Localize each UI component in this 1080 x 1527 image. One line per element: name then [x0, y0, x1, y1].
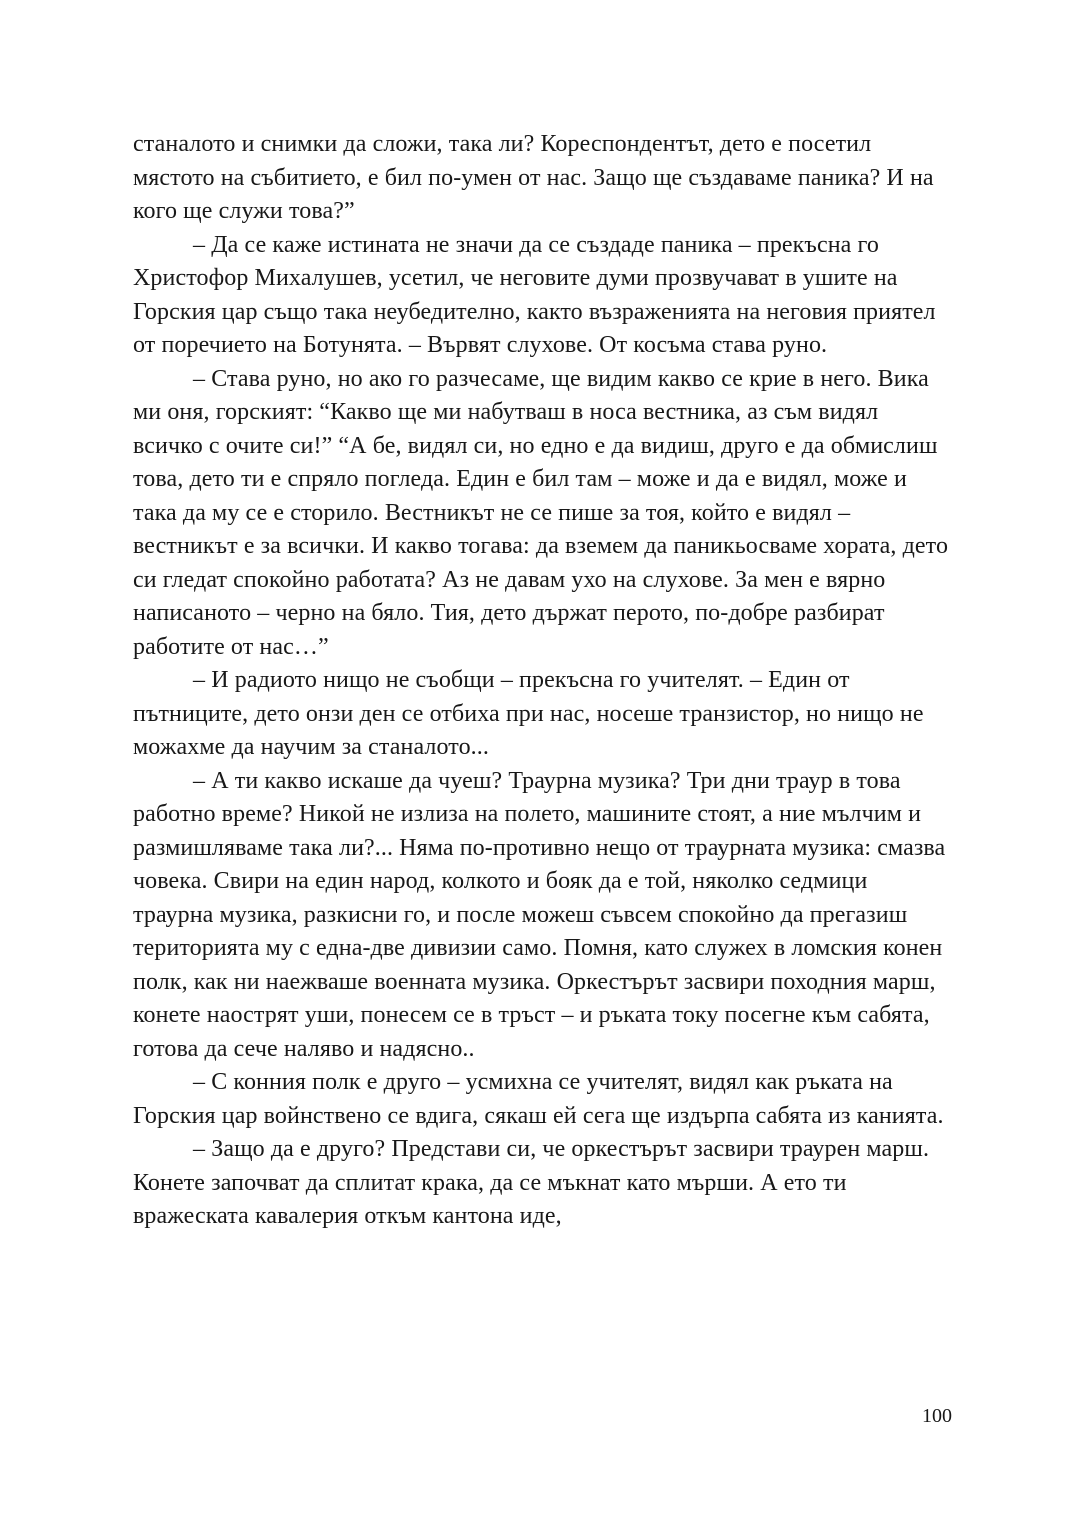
paragraph-dialogue: – Става руно, но ако го разчесаме, ще видим какво се крие в него. Вика ми оня, горският: “Какво ще ми набутваш в носа вестника, аз съм видял всичко с очите си!” “А бе, видял си, но едно е да видиш, друго е да обмислиш това, дето ти е спряло погледа. Един е бил там – може и да е видял, може и така да му се е сторило. Вестникът не се пише за тоя, който е видял – вестникът е за всички. И какво тогава: да вземем да паникьосваме хората, дето си гледат спокойно работата? Аз не давам ухо на слухове. За мен е вярно написаното – черно на бяло. Тия, дето държат перото, по-добре разбират работите от нас…” — [133, 365, 949, 660]
paragraph-dialogue: – С конния полк е друго – усмихна се учителят, видял как ръката на Горския цар войнствено се вдига, сякаш ей сега ще издърпа сабята из канията. — [133, 1069, 944, 1129]
page-text-block — [133, 128, 953, 1234]
paragraph-dialogue: – Защо да е друго? Представи си, че оркестърът засвири траурен марш. Конете започват да сплитат крака, да се мъкнат като мърши. А ето ти вражеската кавалерия откъм кантона иде, — [133, 1136, 930, 1229]
page-number: 100 — [922, 1405, 952, 1427]
paragraph-dialogue: – Да се каже истината не значи да се създаде паника – прекъсна го Христофор Михалушев, усетил, че неговите думи прозвучават в ушите на Горския цар също така неубедително, както възраженията на неговия приятел от поречието на Ботунята. – Вървят слухове. От косъма става руно. — [133, 231, 936, 358]
paragraph-dialogue: – А ти какво искаше да чуеш? Траурна музика? Три дни траур в това работно време? Никой не излиза на полето, машините стоят, а ние мълчим и размишляваме така ли?... Няма по-противно нещо от траурната музика: смазва човека. Свири на един народ, колкото и бояк да е той, няколко седмици траурна музика, разкисни го, и после можеш съвсем спокойно да прегазиш територията му с една-две дивизии само. Помня, като служех в ломския конен полк, как ни наежваше военната музика. Оркестърът засвири походния марш, конете наострят уши, понесем се в тръст – и ръката току посегне към сабята, готова да сече наляво и надясно.. — [133, 767, 946, 1062]
paragraph-continuation: станалото и снимки да сложи, така ли? Кореспондентът, дето е посетил мястото на събитието, е бил по-умен от нас. Защо ще създаваме паника? И на кого ще служи това?” — [133, 131, 934, 224]
paragraph-dialogue: – И радиото нищо не съобщи – прекъсна го учителят. – Един от пътниците, дето онзи ден се отбиха при нас, носеше транзистор, но нищо не можахме да научим за станалото... — [133, 667, 924, 760]
